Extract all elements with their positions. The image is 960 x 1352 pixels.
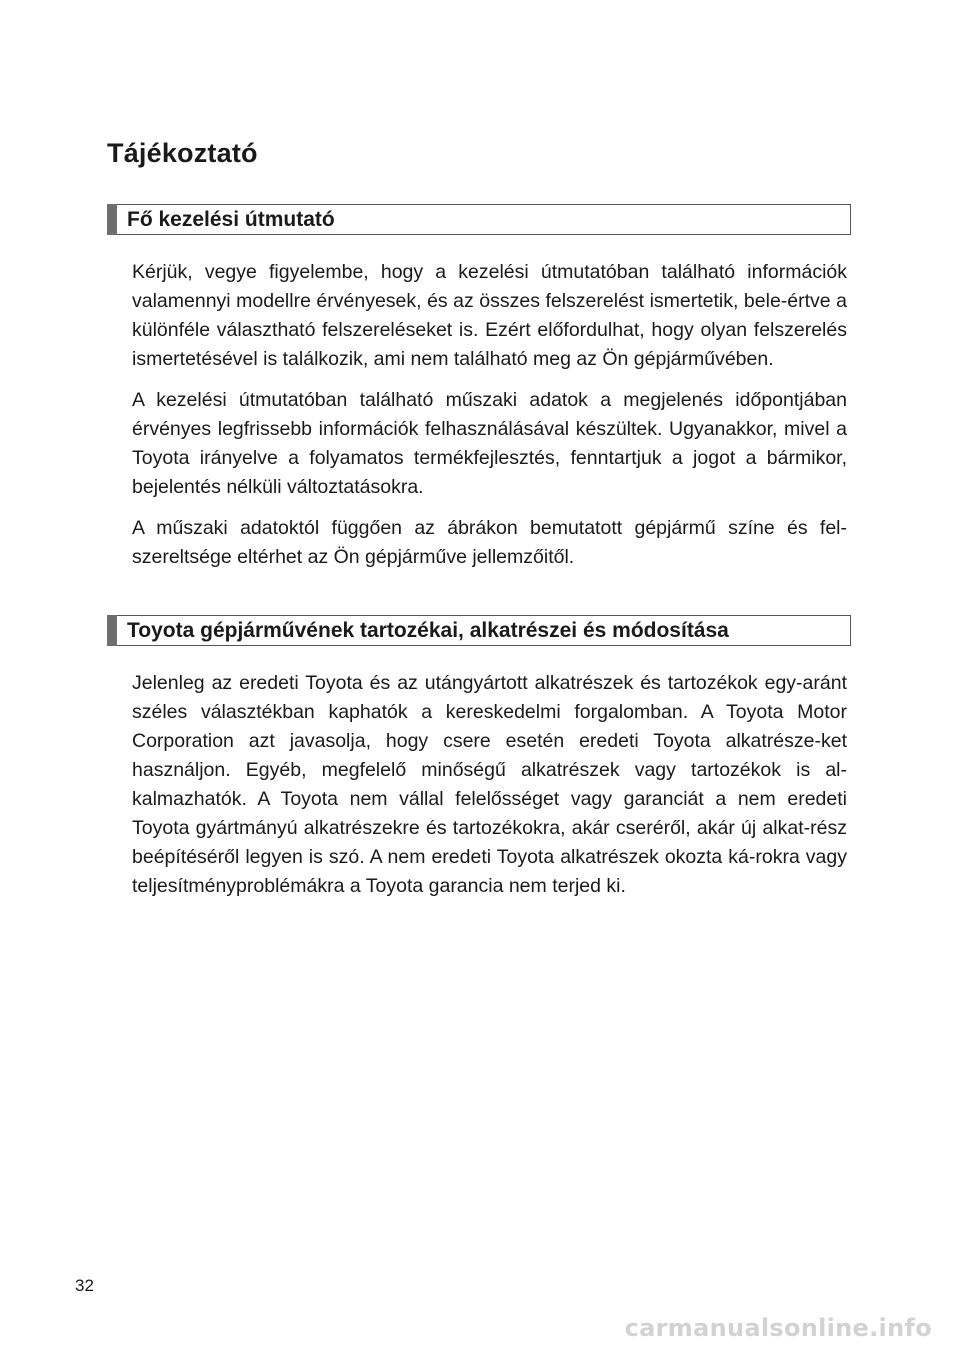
watermark: carmanualsonline.info bbox=[624, 1314, 932, 1342]
page-number: 32 bbox=[75, 1276, 94, 1295]
paragraph: Kérjük, vegye figyelembe, hogy a kezelési útmutatóban található információk valamennyi modellre érvényesek, és az összes felszerelést ismertetik, bele-értve a különféle választható felszereléseket is. Ezért előfordulhat, hogy olyan felszerelés ismertetésével is találkozik, ami nem található meg az Ön gépjárművében. bbox=[132, 261, 847, 370]
section-header-bar bbox=[107, 615, 117, 646]
section-body-main-manual bbox=[132, 258, 847, 584]
paragraph: A műszaki adatoktól függően az ábrákon bemutatott gépjármű színe és fel-szereltsége eltérhet az Ön gépjárműve jellemzőitől. bbox=[132, 517, 847, 568]
section-heading: Toyota gépjárművének tartozékai, alkatrészei és módosítása bbox=[127, 618, 729, 642]
page-title: Tájékoztató bbox=[107, 138, 258, 168]
paragraph: A kezelési útmutatóban található műszaki adatok a megjelenés időpontjában érvényes legfrissebb információk felhasználásával készültek. Ugyanakkor, mivel a Toyota irányelve a folyamatos termékfejlesztés, fenntartjuk a jogot a bármikor, bejelentés nélküli változtatásokra. bbox=[132, 389, 847, 498]
section-header-accessories bbox=[107, 615, 851, 646]
section-heading: Fő kezelési útmutató bbox=[127, 207, 335, 231]
section-header-bar bbox=[107, 204, 117, 235]
paragraph: Jelenleg az eredeti Toyota és az utángyártott alkatrészek és tartozékok egy-aránt széles választékban kaphatók a kereskedelmi forgalomban. A Toyota Motor Corporation azt javasolja, hogy csere esetén eredeti Toyota alkatrésze-ket használjon. Egyéb, megfelelő minőségű alkatrészek vagy tartozékok is al-kalmazhatók. A Toyota nem vállal felelősséget vagy garanciát a nem eredeti Toyota gyártmányú alkatrészekre és tartozékokra, akár cseréről, akár új alkat-rész beépítéséről legyen is szó. A nem eredeti Toyota alkatrészek okozta ká-rokra vagy teljesítményproblémákra a Toyota garancia nem terjed ki. bbox=[132, 672, 847, 897]
section-header-main-manual bbox=[107, 204, 851, 235]
section-body-accessories bbox=[132, 669, 847, 913]
